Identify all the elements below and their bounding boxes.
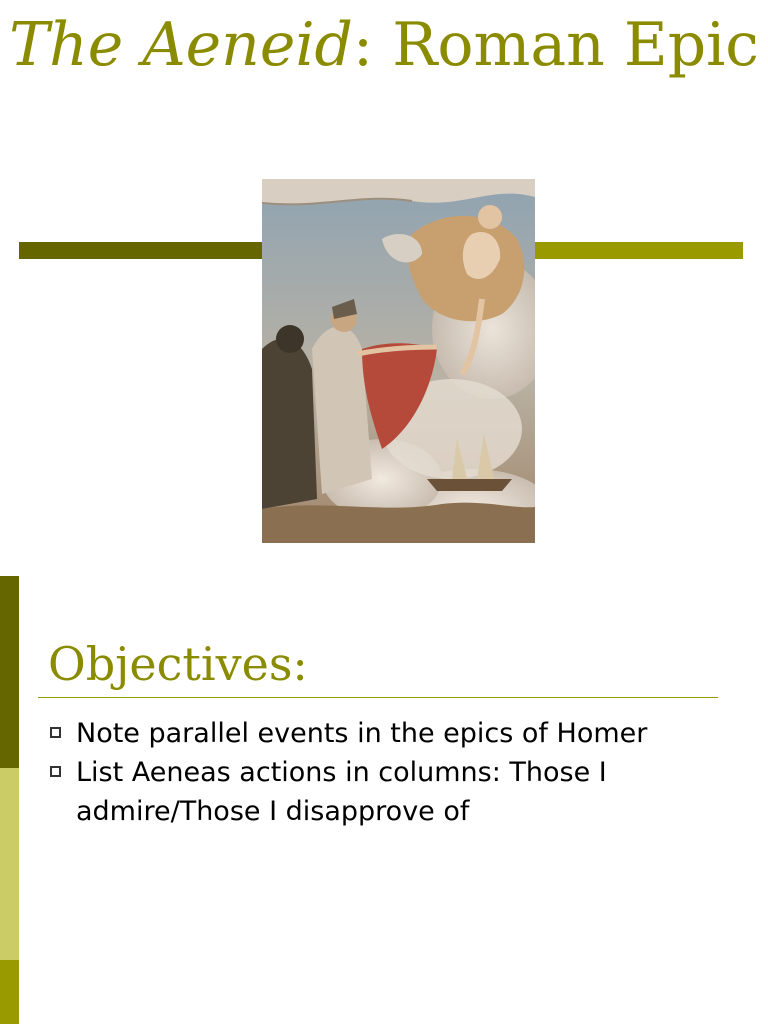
slide-objectives <box>0 576 768 1024</box>
title-italic-part: The Aeneid <box>9 10 353 80</box>
objectives-heading: Objectives: <box>48 637 308 691</box>
list-item <box>48 753 738 831</box>
list-item <box>48 714 738 753</box>
side-accent-dark <box>0 576 19 768</box>
decorative-bar-left <box>19 242 262 259</box>
title-underline <box>38 697 718 698</box>
title-rest-part: : Roman Epic <box>352 10 759 80</box>
list-item-text: Note parallel events in the epics of Homer <box>76 718 648 749</box>
side-accent-mid <box>0 960 19 1024</box>
side-accent-light <box>0 768 19 960</box>
painting-image <box>262 179 535 543</box>
square-bullet-icon <box>50 766 61 777</box>
slide-title-heading <box>0 8 768 82</box>
list-item-text: List Aeneas actions in columns: Those I admire/Those I disapprove of <box>76 757 607 827</box>
objectives-list <box>48 714 738 831</box>
square-bullet-icon <box>50 727 61 738</box>
decorative-bar-right <box>534 242 743 259</box>
